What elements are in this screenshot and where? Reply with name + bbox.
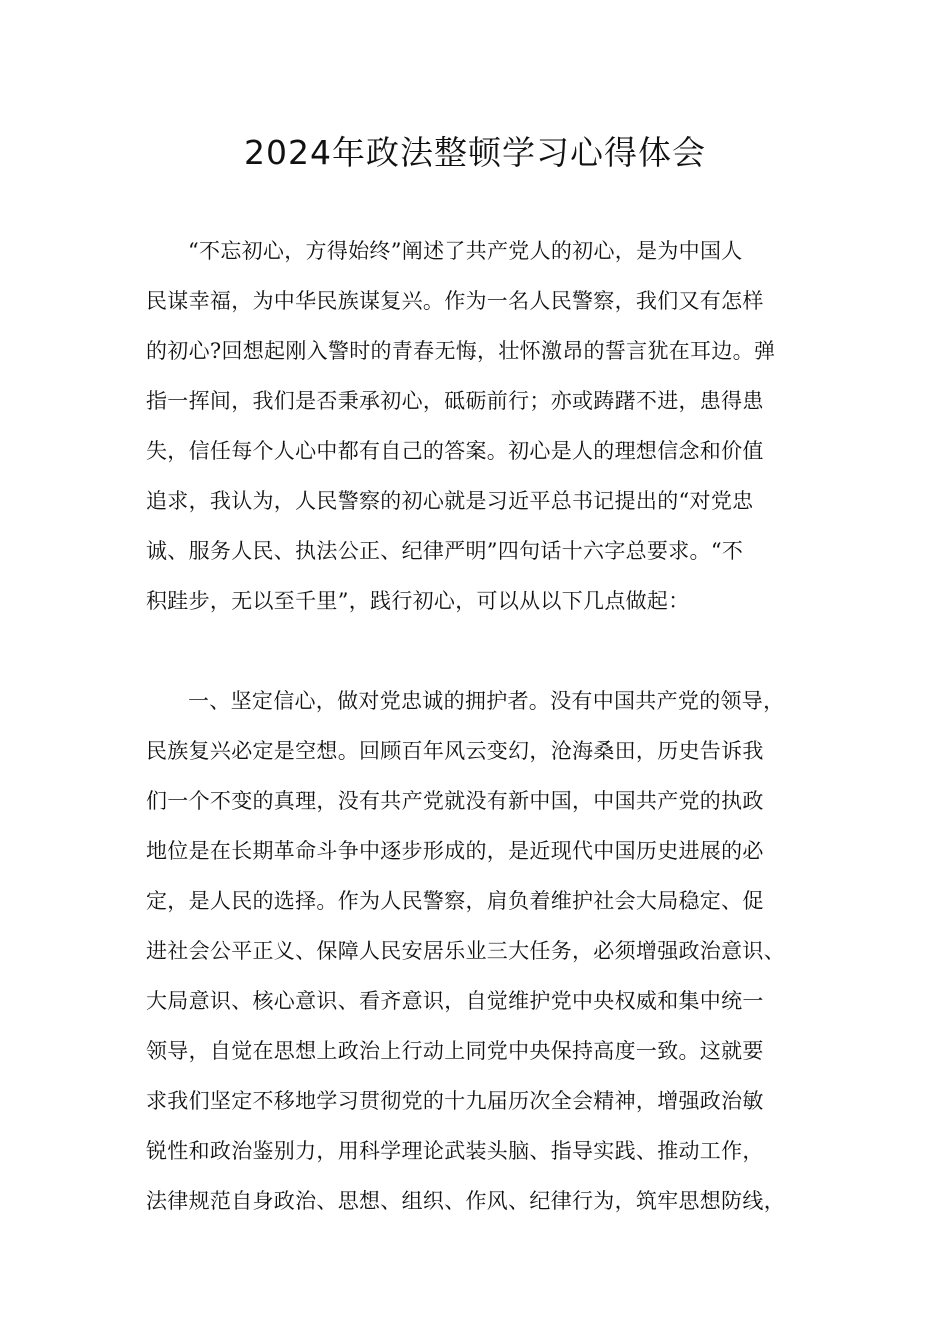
document-title: 2024年政法整顿学习心得体会 xyxy=(244,133,706,172)
paragraph-line: 们一个不变的真理，没有共产党就没有新中国，中国共产党的执政 xyxy=(146,789,764,813)
paragraph-line: 民谋幸福，为中华民族谋复兴。作为一名人民警察，我们又有怎样 xyxy=(146,289,764,313)
paragraph-line: 锐性和政治鉴别力，用科学理论武装头脑、指导实践、推动工作， xyxy=(146,1139,764,1163)
paragraph-line: 地位是在长期革命斗争中逐步形成的，是近现代中国历史进展的必 xyxy=(146,839,764,863)
paragraph-line: 求我们坚定不移地学习贯彻党的十九届历次全会精神，增强政治敏 xyxy=(146,1089,764,1113)
paragraph-line: 大局意识、核心意识、看齐意识，自觉维护党中央权威和集中统一 xyxy=(146,989,764,1013)
paragraph-line: 进社会公平正义、保障人民安居乐业三大任务，必须增强政治意识、 xyxy=(146,939,785,963)
paragraph-line: 失，信任每个人心中都有自己的答案。初心是人的理想信念和价值 xyxy=(146,439,764,463)
paragraph-intro xyxy=(146,226,830,626)
paragraph-line: 的初心?回想起刚入警时的青春无悔，壮怀激昂的誓言犹在耳边。弹 xyxy=(146,339,776,363)
paragraph-line: 法律规范自身政治、思想、组织、作风、纪律行为，筑牢思想防线， xyxy=(146,1189,785,1213)
paragraph-line: 领导，自觉在思想上政治上行动上同党中央保持高度一致。这就要 xyxy=(146,1039,764,1063)
paragraph-line: 追求，我认为，人民警察的初心就是习近平总书记提出的“对党忠 xyxy=(146,489,754,513)
paragraph-line: 民族复兴必定是空想。回顾百年风云变幻，沧海桑田，历史告诉我 xyxy=(146,739,764,763)
paragraph-line: “不忘初心，方得始终”阐述了共产党人的初心，是为中国人 xyxy=(188,239,743,263)
paragraph-line: 积跬步，无以至千里”，践行初心，可以从以下几点做起： xyxy=(146,589,690,613)
paragraph-line: 诚、服务人民、执法公正、纪律严明”四句话十六字总要求。“不 xyxy=(146,539,744,563)
paragraph-line: 一、坚定信心，做对党忠诚的拥护者。没有中国共产党的领导， xyxy=(188,689,785,713)
paragraph-line: 定，是人民的选择。作为人民警察，肩负着维护社会大局稳定、促 xyxy=(146,889,764,913)
paragraph-section-one xyxy=(146,676,830,1226)
paragraph-line: 指一挥间，我们是否秉承初心，砥砺前行；亦或踌躇不进，患得患 xyxy=(146,389,764,413)
